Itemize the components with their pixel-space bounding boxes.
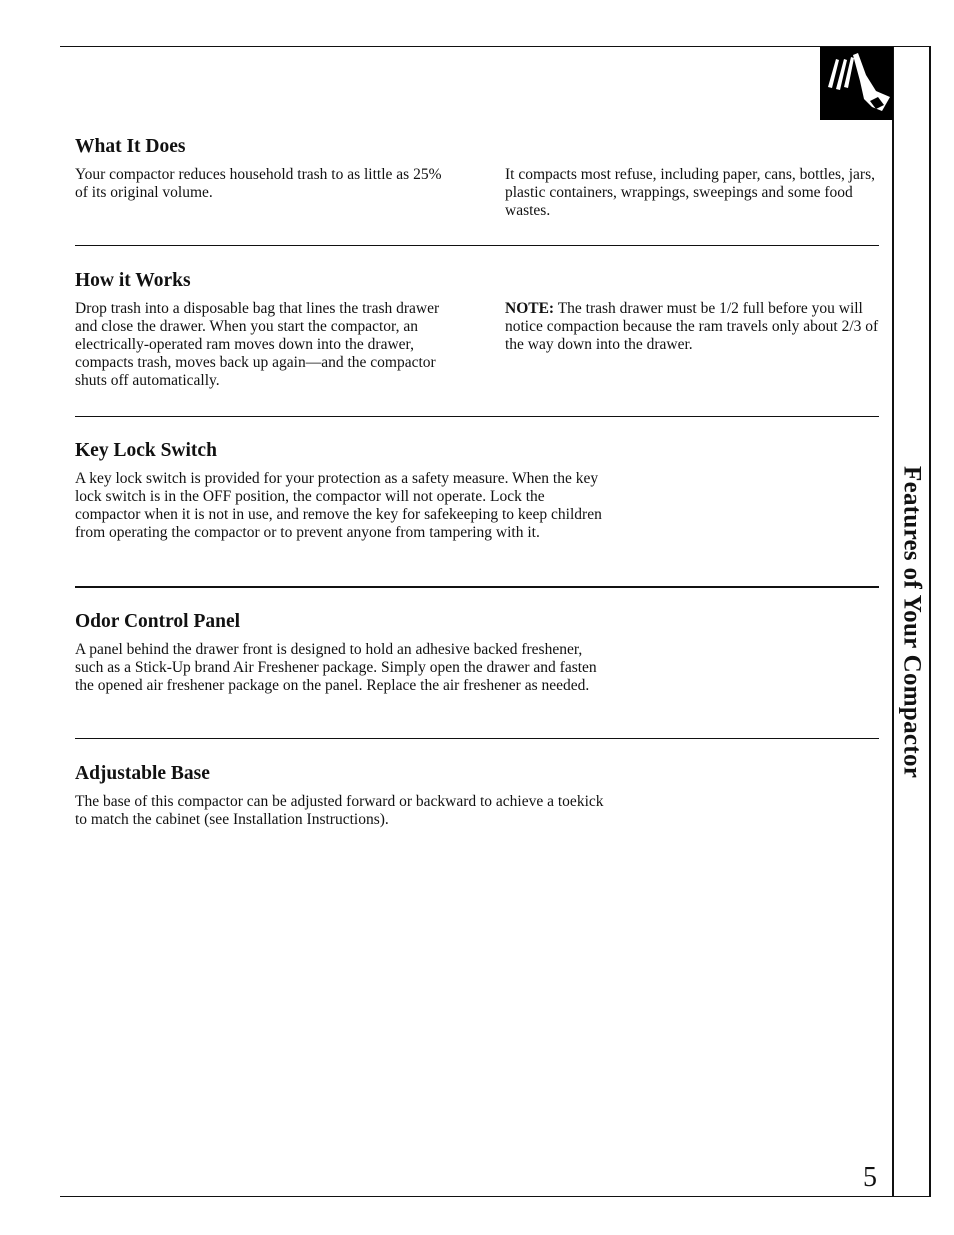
- section-heading: Adjustable Base: [75, 763, 210, 784]
- section-text-left: Your compactor reduces household trash to as little as 25% of its original volume.: [75, 166, 442, 201]
- note-label: NOTE:: [505, 300, 555, 317]
- section-what-it-does: [75, 135, 880, 219]
- bottom-rule: [60, 1196, 930, 1197]
- note-text: The trash drawer must be 1/2 full before you will notice compaction because the ram travels only about 2/3 of the way down into the drawer.: [505, 300, 879, 353]
- section-heading: Odor Control Panel: [75, 611, 241, 632]
- section-heading: Key Lock Switch: [75, 440, 217, 461]
- page-number: 5: [863, 1162, 877, 1193]
- section-how-it-works: [75, 269, 880, 390]
- section-text-right: [505, 300, 880, 354]
- section-text-left: Drop trash into a disposable bag that lines the trash drawer and close the drawer. When you start the compactor, an electrically-operated ram moves down into the drawer, compacts trash, moves back up again—and the compactor shuts off automatically.: [75, 300, 440, 389]
- hand-pressing-icon: [820, 47, 893, 120]
- section-odor-control-panel: [75, 610, 880, 695]
- top-rule: [60, 46, 930, 47]
- side-title: Features of Your Compactor: [898, 466, 926, 779]
- section-adjustable-base: [75, 762, 880, 829]
- section-divider: [75, 738, 879, 739]
- side-tab-right-border: [929, 46, 931, 1197]
- section-divider: [75, 245, 879, 246]
- section-divider: [75, 586, 879, 588]
- section-divider: [75, 416, 879, 417]
- section-text: A panel behind the drawer front is designed to hold an adhesive backed freshener, such as a Stick-Up brand Air Freshener package. Simply open the drawer and fasten the opened air freshener package on the panel. Replace the air freshener as needed.: [75, 641, 597, 694]
- section-text: The base of this compactor can be adjusted forward or backward to achieve a toekick to match the cabinet (see Installation Instructions).: [75, 793, 604, 828]
- section-heading: How it Works: [75, 270, 191, 291]
- section-heading: What It Does: [75, 136, 186, 157]
- section-text: A key lock switch is provided for your protection as a safety measure. When the key lock switch is in the OFF position, the compactor will not operate. Lock the compactor when it is not in use, and remove the key for safekeeping to keep children from operating the compactor or to prevent anyone from tampering with it.: [75, 470, 602, 541]
- section-key-lock-switch: [75, 439, 880, 542]
- section-text-right: It compacts most refuse, including paper, cans, bottles, jars, plastic containers, wrappings, sweepings and some food wastes.: [505, 166, 875, 219]
